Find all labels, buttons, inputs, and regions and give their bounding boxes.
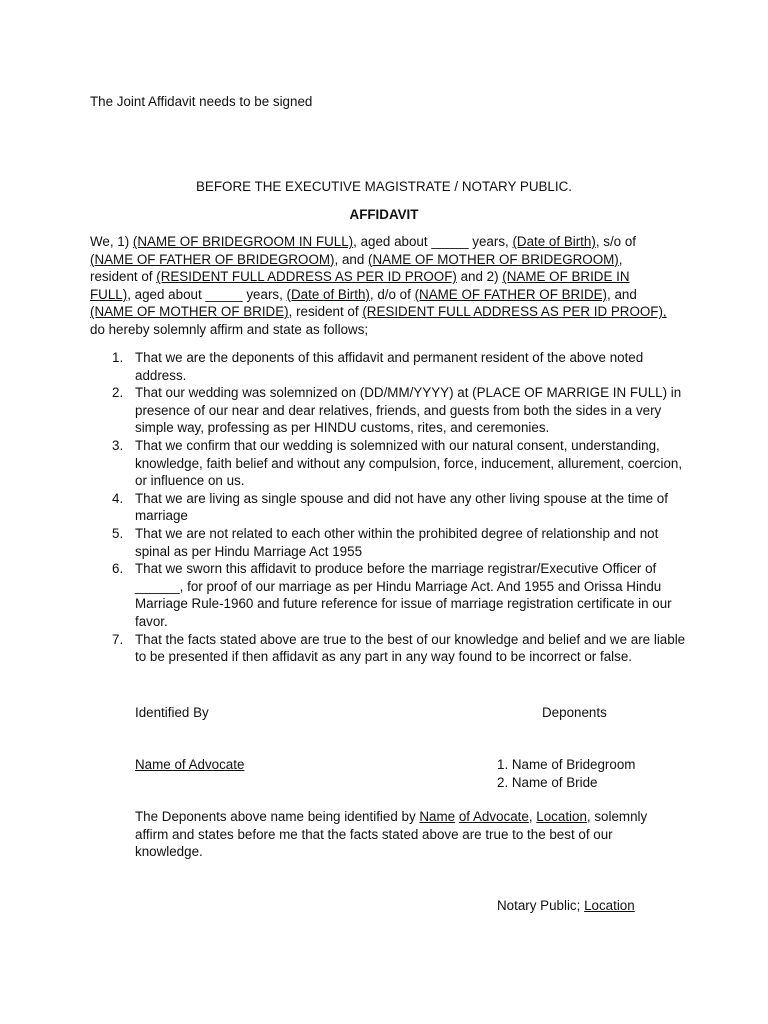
item-number: 5.	[112, 525, 124, 541]
placeholder-field: (NAME OF MOTHER OF BRIDEGROOM)	[368, 251, 619, 267]
bridegroom-name: 1. Name of Bridegroom	[497, 757, 636, 772]
text-run: , resident of	[288, 304, 363, 320]
text-run: , and	[607, 286, 637, 302]
text-run: The Deponents above name being identified by	[135, 809, 420, 824]
declaration-item	[90, 437, 690, 490]
document-title: AFFIDAVIT	[349, 207, 419, 222]
text-run: do hereby solemnly affirm and state as follows;	[90, 321, 369, 337]
placeholder-field: Location	[536, 809, 587, 824]
item-number: 3.	[112, 437, 124, 453]
declarations-list	[90, 349, 690, 666]
placeholder-field: (NAME OF FATHER OF BRIDEGROOM)	[90, 251, 335, 267]
item-text: That we are living as single spouse and did not have any other living spouse at the time of marriage	[135, 490, 668, 524]
text-run: and 2)	[456, 269, 503, 285]
notary-line	[497, 897, 635, 914]
placeholder-field: (Date of Birth)	[512, 234, 596, 249]
item-text: That we sworn this affidavit to produce before the marriage registrar/Executive Officer of ______, for proof of our marriage as per Hindu Marriage Act. And 1955 and Orissa Hindu Marriage Rule-1960 and future reference for issue of marriage registration certificate in our favor.	[135, 561, 672, 629]
item-text: That our wedding was solemnized on (DD/MM/YYYY) at (PLACE OF MARRIGE IN FULL) in presence of our near and dear relatives, friends, and guests from both the sides in a very simple way, professing as per HINDU customs, rites, and ceremonies.	[135, 385, 682, 436]
intro-paragraph	[90, 233, 670, 339]
placeholder-field: of Advocate	[458, 809, 529, 824]
court-heading: BEFORE THE EXECUTIVE MAGISTRATE / NOTARY PUBLIC.	[195, 179, 572, 194]
placeholder-field: Name	[419, 809, 456, 824]
declaration-item	[90, 490, 690, 525]
item-number: 6.	[112, 561, 124, 577]
placeholder-field: (RESIDENT FULL ADDRESS AS PER ID PROOF),	[362, 304, 667, 320]
item-text: That we confirm that our wedding is solemnized with our natural consent, understanding, knowledge, faith belief and without any compulsion, force, inducement, allurement, coercion, or influence on us.	[135, 437, 683, 489]
advocate-name: Name of Advocate	[135, 757, 245, 772]
text-run: , aged about _____ years,	[353, 234, 513, 249]
item-number: 7.	[112, 631, 124, 647]
notary-location: Location	[584, 898, 635, 913]
text-run: , aged about _____ years,	[127, 286, 287, 302]
identification-paragraph	[135, 808, 675, 861]
declaration-item	[90, 631, 690, 666]
item-text: That the facts stated above are true to the best of our knowledge and belief and we are liable to be presented if then affidavit as any part in any way found to be incorrect or false.	[135, 631, 686, 665]
declaration-item	[90, 560, 690, 630]
text-run: , resident of	[90, 251, 623, 285]
declaration-item	[90, 384, 690, 437]
text-run: , s/o of	[595, 234, 637, 249]
instruction-note: The Joint Affidavit needs to be signed	[90, 94, 313, 109]
declaration-item	[90, 349, 690, 384]
text-run: ,	[528, 809, 537, 824]
declaration-item	[90, 525, 690, 560]
notary-label: Notary Public;	[497, 898, 585, 913]
placeholder-field: (NAME OF MOTHER OF BRIDE)	[90, 304, 289, 320]
text-run: , d/o of	[369, 286, 415, 302]
item-number: 1.	[112, 350, 124, 365]
bride-name: 2. Name of Bride	[497, 775, 598, 790]
text-run: , solemnly affirm and states before me that the facts stated above are true to the best of our knowledge.	[135, 809, 648, 860]
placeholder-field: (NAME OF BRIDE IN FULL)	[90, 269, 630, 302]
item-text: That we are not related to each other within the prohibited degree of relationship and not spinal as per Hindu Marriage Act 1955	[135, 525, 659, 559]
item-number: 4.	[112, 490, 124, 506]
text-run: , and	[334, 251, 369, 267]
item-number: 2.	[112, 385, 124, 401]
item-text: That we are the deponents of this affidavit and permanent resident of the above noted address.	[135, 350, 644, 383]
placeholder-field: (NAME OF FATHER OF BRIDE)	[414, 286, 608, 302]
text-run: We, 1)	[90, 234, 133, 249]
deponents-label: Deponents	[542, 705, 607, 720]
placeholder-field: (Date of Birth)	[286, 286, 370, 302]
placeholder-field: (RESIDENT FULL ADDRESS AS PER ID PROOF)	[156, 269, 457, 285]
placeholder-field: (NAME OF BRIDEGROOM IN FULL)	[132, 234, 354, 249]
identified-by-label: Identified By	[135, 705, 209, 720]
